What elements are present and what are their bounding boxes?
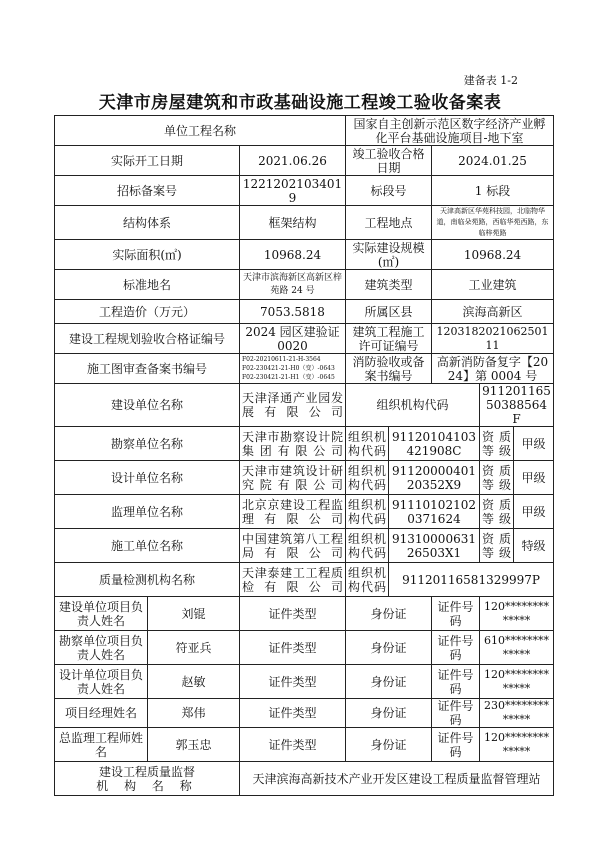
supervision-grade-label: 资质等级 bbox=[480, 495, 514, 529]
structure-value: 框架结构 bbox=[240, 206, 346, 240]
builder-name: 天津泽通产业园发展有限公司 bbox=[240, 384, 346, 427]
design-org-label: 组织机构代码 bbox=[346, 461, 389, 495]
cert-type-label: 证件类型 bbox=[240, 597, 346, 631]
cert-type-label: 证件类型 bbox=[240, 631, 346, 665]
survey-grade: 甲级 bbox=[514, 427, 554, 461]
planning-cert-value: 2024 园区建验证 0020 bbox=[240, 324, 346, 354]
supervision-org-code: 91110102102037​1624 bbox=[389, 495, 480, 529]
person-name: 郑伟 bbox=[148, 699, 240, 728]
bid-record-value: 12212021034019 bbox=[240, 176, 346, 206]
quality-label: 质量检测机构名称 bbox=[55, 563, 240, 597]
cert-type-value: 身份证 bbox=[346, 665, 432, 699]
planning-cert-label: 建设工程规划验收合格证编号 bbox=[55, 324, 240, 354]
design-grade-label: 资质等级 bbox=[480, 461, 514, 495]
site-value: 天津高新区华苑科技园，北临物华道，南临朵苑路，西临华苑西路，东临梓苑路 bbox=[432, 206, 554, 240]
drawing-review-label: 施工图审查备案书编号 bbox=[55, 354, 240, 384]
cert-type-value: 身份证 bbox=[346, 728, 432, 762]
cert-no-value: 120************* bbox=[480, 597, 554, 631]
form-code: 建备表 1-2 bbox=[463, 74, 518, 87]
construction-label: 施工单位名称 bbox=[55, 529, 240, 563]
supervisor-value: 天津滨海高新技术产业开发区建设工程质量监督管理站 bbox=[240, 762, 554, 796]
quality-org-label: 组织机构代码 bbox=[346, 563, 389, 597]
person-label: 勘察单位项目负责人姓名 bbox=[55, 631, 148, 665]
supervision-org-label: 组织机构代码 bbox=[346, 495, 389, 529]
location-value: 天津市滨海新区高新区梓苑路 24 号 bbox=[240, 270, 346, 300]
unit-project-value: 国家自主创新示范区数字经济产业孵化平台基础设施项目-地下室 bbox=[346, 116, 554, 146]
cert-no-label: 证件号码 bbox=[432, 631, 480, 665]
district-value: 滨海高新区 bbox=[432, 300, 554, 324]
builder-label: 建设单位名称 bbox=[55, 384, 240, 427]
person-label: 项目经理姓名 bbox=[55, 699, 148, 728]
section-no-value: 1 标段 bbox=[432, 176, 554, 206]
cert-type-label: 证件类型 bbox=[240, 728, 346, 762]
cert-no-value: 610************* bbox=[480, 631, 554, 665]
cost-value: 7053.5818 bbox=[240, 300, 346, 324]
cert-no-value: 120************* bbox=[480, 728, 554, 762]
completion-date-label: 竣工验收合格日期 bbox=[346, 146, 432, 176]
drawing-review-value: F02-20210611-21-H-3564 F02-230421-21-H0（变）-0643 F02-230421-21-H1（变）-0645 bbox=[240, 354, 346, 384]
person-name: 符亚兵 bbox=[148, 631, 240, 665]
cert-no-label: 证件号码 bbox=[432, 597, 480, 631]
cert-no-label: 证件号码 bbox=[432, 665, 480, 699]
survey-org-label: 组织机构代码 bbox=[346, 427, 389, 461]
cert-no-value: 120************* bbox=[480, 665, 554, 699]
person-label: 建设单位项目负责人姓名 bbox=[55, 597, 148, 631]
cert-type-value: 身份证 bbox=[346, 631, 432, 665]
structure-label: 结构体系 bbox=[55, 206, 240, 240]
survey-org-code: 91120104103421908C bbox=[389, 427, 480, 461]
construction-name: 中国建筑第八工程局有限公司 bbox=[240, 529, 346, 563]
quality-name: 天津泰建工工程质检有限公司 bbox=[240, 563, 346, 597]
section-no-label: 标段号 bbox=[346, 176, 432, 206]
cert-type-label: 证件类型 bbox=[240, 699, 346, 728]
area-label: 实际面积(㎡) bbox=[55, 240, 240, 270]
building-type-value: 工业建筑 bbox=[432, 270, 554, 300]
design-org-code: 91120000401203​52X9 bbox=[389, 461, 480, 495]
builder-org-label: 组织机构代码 bbox=[346, 384, 480, 427]
completion-date-value: 2024.01.25 bbox=[432, 146, 554, 176]
district-label: 所属区县 bbox=[346, 300, 432, 324]
building-type-label: 建筑类型 bbox=[346, 270, 432, 300]
supervision-label: 监理单位名称 bbox=[55, 495, 240, 529]
bid-record-label: 招标备案号 bbox=[55, 176, 240, 206]
design-grade: 甲级 bbox=[514, 461, 554, 495]
start-date-label: 实际开工日期 bbox=[55, 146, 240, 176]
person-label: 设计单位项目负责人姓名 bbox=[55, 665, 148, 699]
quality-org-code: 91120116581329997P bbox=[389, 563, 554, 597]
construction-grade-label: 资质等级 bbox=[480, 529, 514, 563]
form-title: 天津市房屋建筑和市政基础设施工程竣工验收备案表 bbox=[98, 93, 502, 113]
location-label: 标准地名 bbox=[55, 270, 240, 300]
cert-type-value: 身份证 bbox=[346, 597, 432, 631]
construction-org-label: 组织机构代码 bbox=[346, 529, 389, 563]
supervision-grade: 甲级 bbox=[514, 495, 554, 529]
permit-value: 120318202106250111 bbox=[432, 324, 554, 354]
scale-label: 实际建设规模(㎡) bbox=[346, 240, 432, 270]
construction-org-code: 91310000631265​03X1 bbox=[389, 529, 480, 563]
record-table bbox=[54, 115, 554, 796]
cert-type-label: 证件类型 bbox=[240, 665, 346, 699]
start-date-value: 2021.06.26 bbox=[240, 146, 346, 176]
supervisor-label: 建设工程质量监督 机 构 名 称 bbox=[55, 762, 240, 796]
cert-no-label: 证件号码 bbox=[432, 728, 480, 762]
fire-record-label: 消防验收或备案书编号 bbox=[346, 354, 432, 384]
design-label: 设计单位名称 bbox=[55, 461, 240, 495]
construction-grade: 特级 bbox=[514, 529, 554, 563]
cert-no-value: 230************* bbox=[480, 699, 554, 728]
person-label: 总监理工程师姓名 bbox=[55, 728, 148, 762]
area-value: 10968.24 bbox=[240, 240, 346, 270]
survey-grade-label: 资质等级 bbox=[480, 427, 514, 461]
cost-label: 工程造价（万元） bbox=[55, 300, 240, 324]
person-name: 赵敏 bbox=[148, 665, 240, 699]
supervision-name: 北京京建设工程监理有限公司 bbox=[240, 495, 346, 529]
person-name: 刘锟 bbox=[148, 597, 240, 631]
design-name: 天津市建筑设计研究院有限公司 bbox=[240, 461, 346, 495]
permit-label: 建筑工程施工许可证编号 bbox=[346, 324, 432, 354]
unit-project-label: 单位工程名称 bbox=[55, 116, 346, 146]
survey-name: 天津市勘察设计院集团有限公司 bbox=[240, 427, 346, 461]
site-label: 工程地点 bbox=[346, 206, 432, 240]
cert-type-value: 身份证 bbox=[346, 699, 432, 728]
builder-org-code: 91120116550388564F bbox=[480, 384, 554, 427]
person-name: 郭玉忠 bbox=[148, 728, 240, 762]
scale-value: 10968.24 bbox=[432, 240, 554, 270]
fire-record-value: 高新消防备复字【2024】第 0004 号 bbox=[432, 354, 554, 384]
survey-label: 勘察单位名称 bbox=[55, 427, 240, 461]
cert-no-label: 证件号码 bbox=[432, 699, 480, 728]
